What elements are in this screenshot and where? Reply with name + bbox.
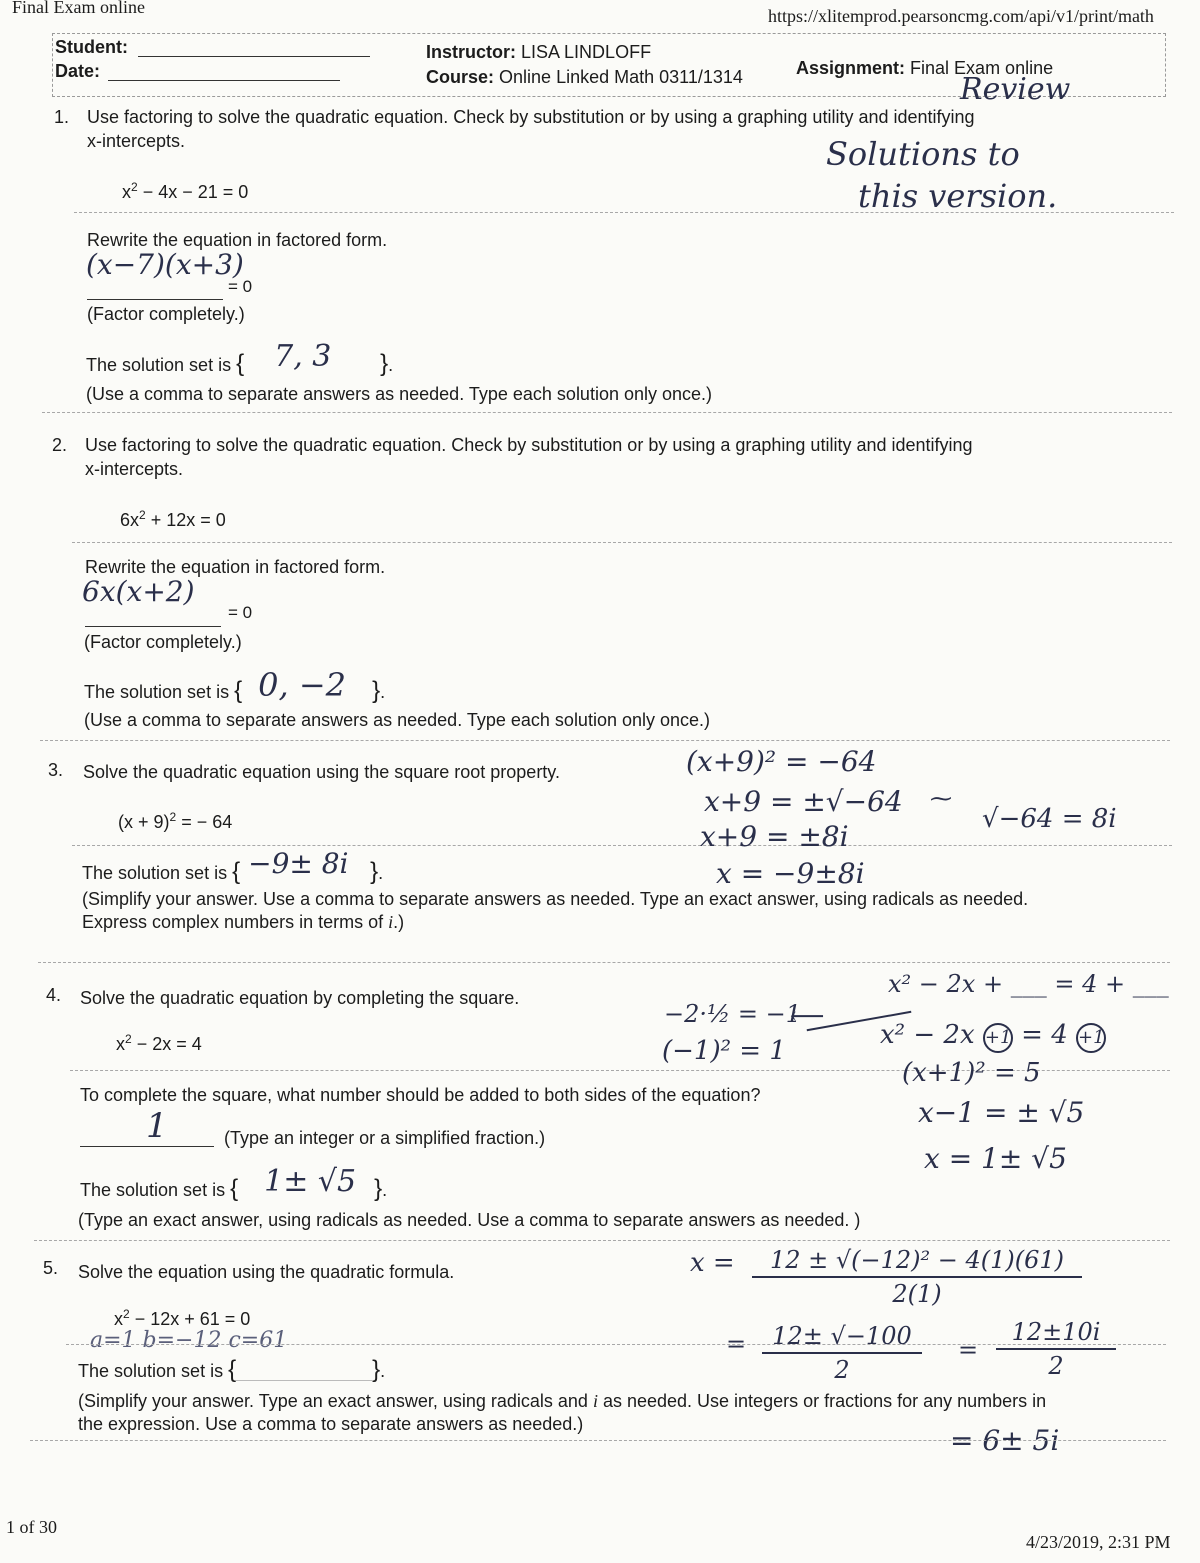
q1-factored-answer: (x−7)(x+3) [86, 248, 244, 281]
q3-work-line-1: (x+9)² = −64 [686, 745, 877, 778]
q3-instructions-1: (Simplify your answer. Use a comma to separate answers as needed. Type an exact answer, using radicals as needed. [82, 889, 1029, 909]
q4-instructions: (Type an exact answer, using radicals as needed. Use a comma to separate answers as needed. ) [78, 1210, 861, 1230]
q4-work-arrow: ⟵ [790, 1002, 825, 1030]
handwritten-this-version: this version. [858, 177, 1058, 215]
q1-prompt-2: x-intercepts. [87, 131, 186, 151]
divider [38, 962, 1170, 963]
print-timestamp: 4/23/2019, 2:31 PM [1026, 1532, 1171, 1552]
course-line [426, 67, 743, 88]
q4-work-right-3: (x+1)² = 5 [902, 1058, 1041, 1088]
q1-equals-zero: = 0 [228, 277, 253, 296]
q1-equation: $x^2 - 4x - 21 = 0$ [122, 180, 249, 202]
q3-solution-line: The solution set is { −9± 8i }. [82, 847, 384, 885]
handwritten-review: Review [960, 72, 1071, 107]
q1-instructions: (Use a comma to separate answers as needed. Type each solution only once.) [86, 384, 713, 404]
q3-equation: $(x + 9)^2$ = − 64 [118, 810, 233, 832]
q2-solution-line: The solution set is { 0, −2 }. [84, 666, 386, 704]
divider [72, 845, 1172, 846]
q3-work-line-4: x = −9±8i [716, 857, 865, 890]
print-title: Final Exam online [12, 0, 145, 17]
q4-solution-line: The solution set is { 1± √5 }. [80, 1164, 388, 1202]
q4-added-field [80, 1146, 214, 1147]
q1-solution-answer: 7, 3 [274, 339, 332, 374]
q5-number: 5. [43, 1258, 59, 1278]
instructor-label: Instructor: [426, 42, 516, 62]
q4-solution-answer: 1± √5 [264, 1164, 357, 1199]
divider [34, 1240, 1170, 1241]
q5-instructions-2: the expression. Use a comma to separate answers as needed.) [78, 1414, 584, 1434]
q4-equation: $x^2 - 2x = 4$ [116, 1032, 202, 1054]
q3-work-arrow: ⁓ [930, 787, 952, 812]
divider [74, 212, 1174, 213]
q1-factored-field [87, 299, 223, 300]
q5-work-fraction-1: 12 ± √(−12)² − 4(1)(61) 2(1) [752, 1246, 1082, 1308]
q5-work-x-eq: x = [690, 1248, 735, 1278]
q2-factored-answer: 6x(x+2) [82, 575, 195, 608]
divider [40, 740, 1170, 741]
q1-factor-note: (Factor completely.) [87, 304, 245, 324]
q2-equals-zero: = 0 [228, 603, 253, 622]
course-label: Course: [426, 67, 495, 87]
q1-prompt: Use factoring to solve the quadratic equation. Check by substitution or by using a graphing utility and identifying [87, 107, 975, 127]
divider [42, 412, 1172, 413]
q2-instructions: (Use a comma to separate answers as needed. Type each solution only once.) [84, 710, 711, 730]
q5-work-fraction-2: 12± √−100 2 [762, 1322, 922, 1384]
q2-solution-answer: 0, −2 [258, 666, 346, 704]
q4-type-note: (Type an integer or a simplified fraction.) [224, 1128, 546, 1148]
q1-rewrite-label: Rewrite the equation in factored form. [87, 230, 388, 250]
q4-work-right-5: x = 1± √5 [924, 1142, 1067, 1175]
q2-number: 2. [52, 435, 68, 455]
handwritten-solutions: Solutions to [826, 135, 1020, 173]
q4-work-left-2: (−1)² = 1 [662, 1036, 786, 1066]
page-number: 1 of 30 [6, 1517, 57, 1537]
q5-equation: $x^2 - 12x + 61 = 0$ [114, 1307, 251, 1329]
q4-work-right-1: x² − 2x + ___ = 4 + ___ [888, 970, 1169, 998]
q3-work-side: √−64 = 8i [982, 804, 1117, 834]
divider [72, 542, 1172, 543]
instructor-value: LISA LINDLOFF [521, 42, 652, 62]
q5-coefficients: a=1 b=−12 c=61 [90, 1328, 288, 1353]
q5-prompt: Solve the equation using the quadratic formula. [78, 1262, 455, 1282]
q3-prompt: Solve the quadratic equation using the square root property. [83, 762, 560, 782]
q1-solution-line: The solution set is { 7, 3 }. [86, 339, 394, 377]
q5-work-eq-2: = [726, 1330, 747, 1358]
q4-work-right-2: x² − 2x +1 = 4 +1 [880, 1020, 1106, 1053]
q3-work-line-3: x+9 = ±8i [700, 820, 849, 853]
q5-work-eq-3: = [958, 1336, 979, 1364]
date-field [108, 80, 340, 81]
q4-number: 4. [46, 985, 62, 1005]
q3-number: 3. [48, 760, 64, 780]
student-label: Student: [55, 37, 128, 57]
print-url: https://xlitemprod.pearsoncmg.com/api/v1/print/math [768, 6, 1154, 26]
q2-factored-field [85, 626, 221, 627]
q5-work-final: = 6± 5i [950, 1424, 1060, 1457]
instructor-line [426, 42, 651, 63]
q4-work-right-4: x−1 = ± √5 [918, 1096, 1085, 1129]
q4-added-answer: 1 [146, 1106, 168, 1146]
q3-work-line-2: x+9 = ±√−64 [704, 785, 903, 818]
student-field [138, 56, 370, 57]
q2-prompt-2: x-intercepts. [85, 459, 184, 479]
q4-work-left-1: −2·½ = −1 [664, 1000, 802, 1028]
assignment-label: Assignment: [796, 58, 906, 78]
q4-prompt: Solve the quadratic equation by completing the square. [80, 988, 520, 1008]
q5-solution-line: The solution set is { }. [78, 1356, 386, 1383]
q5-instructions-1: (Simplify your answer. Type an exact answer, using radicals and i as needed. Use integers or fractions for any numbers in [78, 1391, 1047, 1411]
q2-rewrite-label: Rewrite the equation in factored form. [85, 557, 386, 577]
q1-number: 1. [54, 107, 70, 127]
divider [30, 1440, 1166, 1441]
date-label: Date: [55, 61, 101, 81]
q2-prompt: Use factoring to solve the quadratic equation. Check by substitution or by using a graphing utility and identifying [85, 435, 973, 455]
assignment-value: Final Exam online [910, 58, 1054, 78]
q3-solution-answer: −9± 8i [248, 847, 349, 880]
q2-equation: $6x^2 + 12x = 0$ [120, 508, 226, 530]
q5-work-fraction-3: 12±10i 2 [996, 1318, 1116, 1380]
q4-complete-prompt: To complete the square, what number should be added to both sides of the equation? [80, 1085, 761, 1105]
q2-factor-note: (Factor completely.) [84, 632, 242, 652]
course-value: Online Linked Math 0311/1314 [499, 67, 743, 87]
q3-instructions-2: Express complex numbers in terms of i.) [82, 912, 405, 932]
